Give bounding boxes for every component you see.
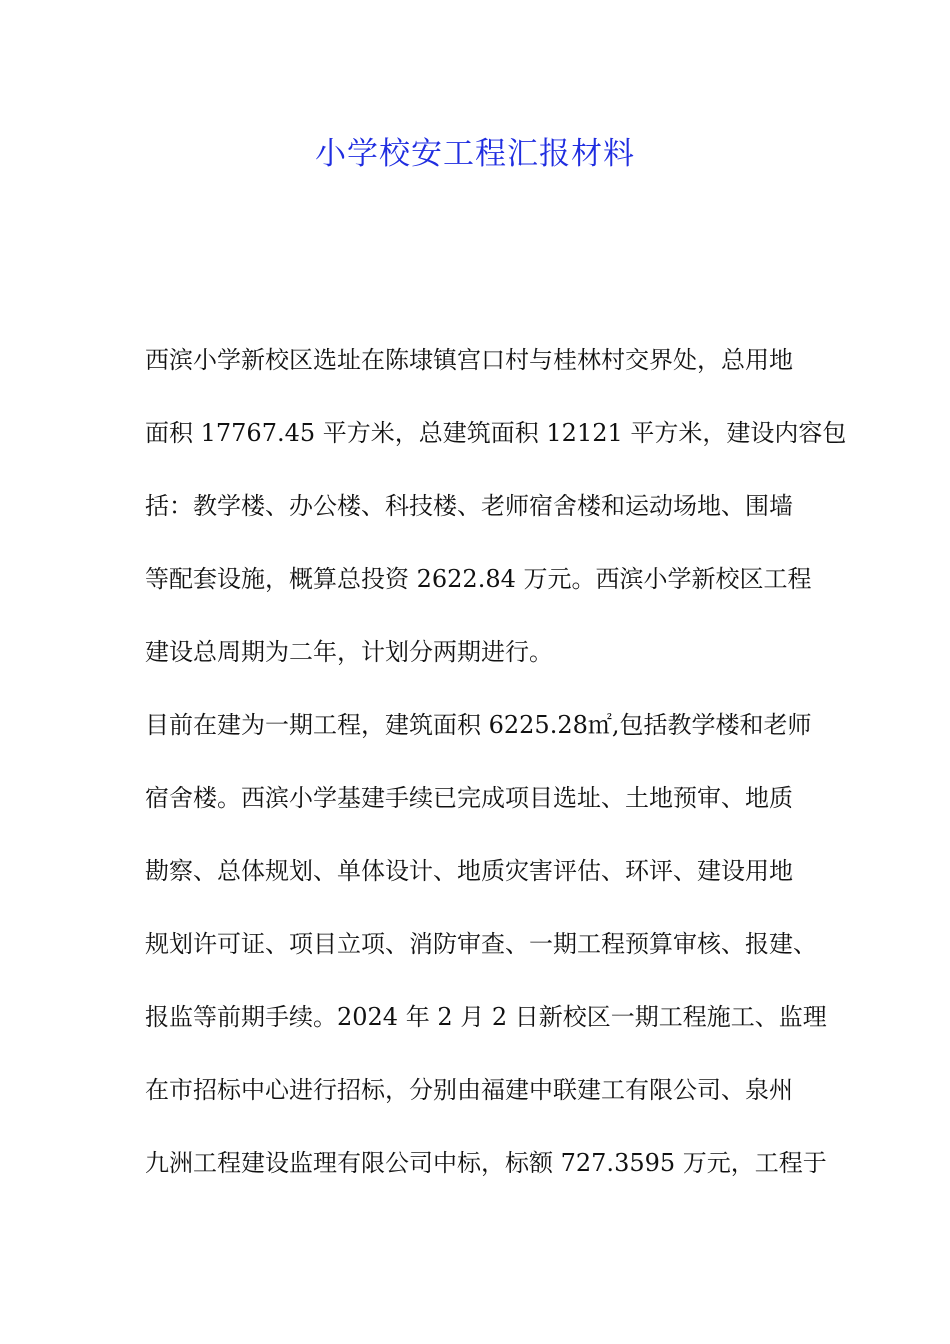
- body-line: 宿舍楼。西滨小学基建手续已完成项目选址、土地预审、地质: [145, 784, 793, 812]
- body-line: 西滨小学新校区选址在陈埭镇宫口村与桂林村交界处，总用地: [145, 346, 793, 374]
- document-title: 小学校安工程汇报材料: [315, 136, 635, 172]
- body-line: 面积 17767.45 平方米，总建筑面积 12121 平方米，建设内容包: [145, 419, 847, 447]
- body-line: 报监等前期手续。2024 年 2 月 2 日新校区一期工程施工、监理: [145, 1003, 827, 1031]
- body-line: 在市招标中心进行招标，分别由福建中联建工有限公司、泉州: [145, 1076, 793, 1104]
- body-line: 等配套设施，概算总投资 2622.84 万元。西滨小学新校区工程: [145, 565, 812, 593]
- document-body: [145, 340, 847, 1216]
- body-line: 目前在建为一期工程，建筑面积 6225.28㎡,包括教学楼和老师: [145, 711, 812, 739]
- body-line: 规划许可证、项目立项、消防审查、一期工程预算审核、报建、: [145, 930, 817, 958]
- body-line: 勘察、总体规划、单体设计、地质灾害评估、环评、建设用地: [145, 857, 793, 885]
- body-line: 建设总周期为二年，计划分两期进行。: [145, 638, 553, 666]
- body-line: 括：教学楼、办公楼、科技楼、老师宿舍楼和运动场地、围墙: [145, 492, 793, 520]
- body-line: 九洲工程建设监理有限公司中标，标额 727.3595 万元，工程于: [145, 1149, 827, 1177]
